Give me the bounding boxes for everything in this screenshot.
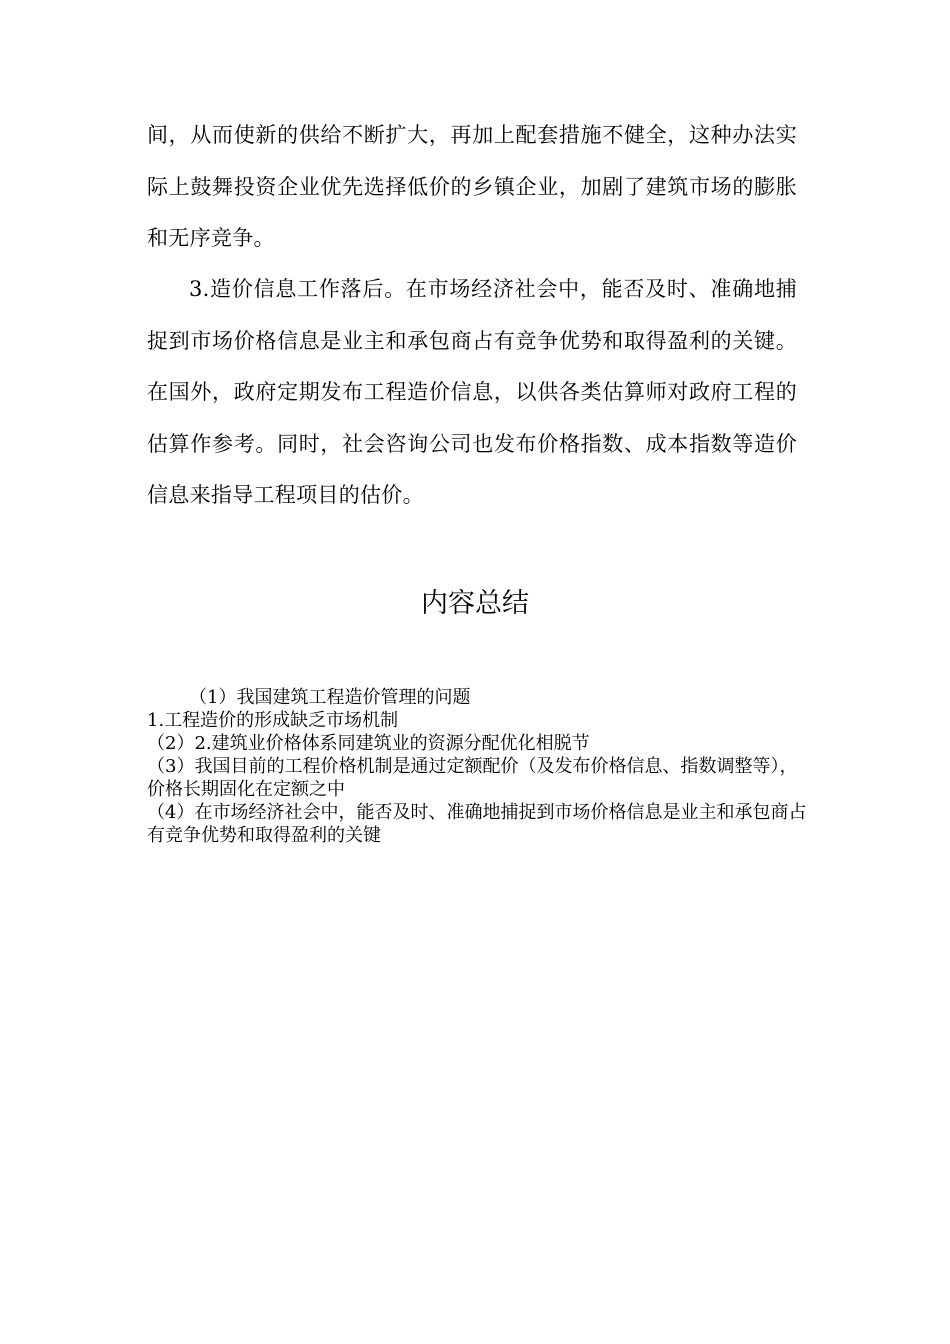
- summary-item-1: （1）我国建筑工程造价管理的问题: [189, 687, 471, 708]
- body-paragraph-2: 3.造价信息工作落后。在市场经济社会中，能否及时、准确地捕捉到市场价格信息是业主和承包商占有竞争优势和取得盈利的关键。在国外，政府定期发布工程造价信息，以供各类估算师对政府工程的估算作参考。同时，社会咨询公司也发布价格指数、成本指数等造价信息来指导工程项目的估价。: [147, 277, 797, 507]
- summary-item-5: （4）在市场经济社会中，能否及时、准确地捕捉到市场价格信息是业主和承包商占有竞争优势和取得盈利的关键: [147, 802, 807, 846]
- summary-item-4: （3）我国目前的工程价格机制是通过定额配价（及发布价格信息、指数调整等），价格长期固化在定额之中: [147, 756, 798, 800]
- summary-item-2: 1.工程造价的形成缺乏市场机制: [147, 710, 399, 731]
- summary-list: [147, 686, 807, 847]
- body-paragraph-1: 间，从而使新的供给不断扩大，再加上配套措施不健全，这种办法实际上鼓舞投资企业优先选择低价的乡镇企业，加剧了建筑市场的膨胀和无序竞争。: [147, 123, 797, 250]
- summary-title: 内容总结: [421, 588, 529, 619]
- summary-item-3: （2）2.建筑业价格体系同建筑业的资源分配优化相脱节: [147, 733, 590, 754]
